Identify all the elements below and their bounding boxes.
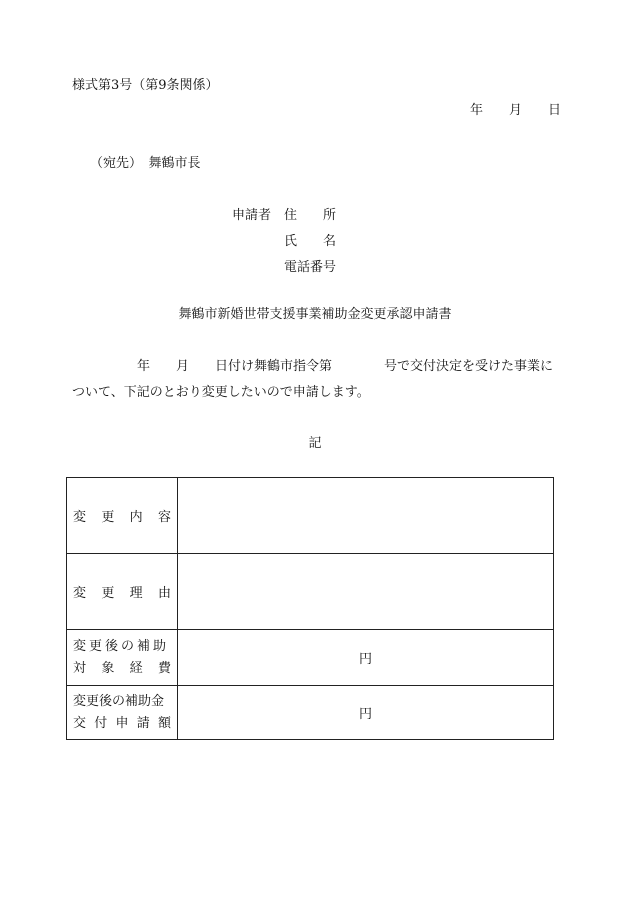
form-number: 様式第3号（第9条関係）: [72, 78, 219, 93]
phone-field-label: 電話番号: [284, 260, 337, 275]
label-char: 申: [115, 715, 129, 731]
label-char: 付: [94, 715, 108, 731]
ki-heading: 記: [308, 436, 322, 451]
label-char: 更: [101, 586, 115, 601]
label-char: 変: [73, 510, 87, 525]
body-text-line-2: ついて、下記のとおり変更したいので申請します。: [72, 385, 370, 400]
document-title: 舞鶴市新婚世帯支援事業補助金変更承認申請書: [178, 307, 452, 322]
applicant-label: 申請者: [232, 208, 272, 223]
change-reason-field[interactable]: [178, 554, 554, 630]
label-char: 対: [73, 660, 87, 676]
label-char: 経: [129, 660, 143, 676]
label-char: 象: [101, 660, 115, 676]
label-line: 変更後の補助金: [73, 693, 165, 709]
body-text-line-1: 年 月 日付け舞鶴市指令第 号で交付決定を受けた事業に: [72, 359, 554, 374]
date-month-label: 月: [509, 103, 523, 118]
date-day-label: 日: [548, 103, 562, 118]
label-char: 由: [157, 586, 171, 601]
name-field-label: 氏 名: [284, 234, 337, 249]
label-char: 請: [136, 715, 150, 731]
change-content-field[interactable]: [178, 478, 554, 554]
table-row: [67, 478, 554, 554]
changed-subsidy-cost-label: [67, 630, 178, 686]
label-char: 変: [73, 586, 87, 601]
changed-subsidy-cost-field[interactable]: 円: [178, 630, 554, 686]
label-char: 内: [129, 510, 143, 525]
label-char: 容: [157, 510, 171, 525]
label-char: 交: [73, 715, 87, 731]
address-field-label: 住 所: [284, 208, 337, 223]
table-row: [67, 686, 554, 740]
change-content-label: [67, 478, 178, 554]
label-char: 更: [101, 510, 115, 525]
table-row: [67, 554, 554, 630]
addressee: （宛先） 舞鶴市長: [90, 156, 201, 171]
table-row: [67, 630, 554, 686]
change-details-table: [66, 477, 554, 740]
label-char: 額: [157, 715, 171, 731]
label-char: 費: [157, 660, 171, 676]
label-line: 変更後の補助: [73, 638, 170, 654]
date-year-label: 年: [470, 103, 484, 118]
change-reason-label: [67, 554, 178, 630]
label-char: 理: [129, 586, 143, 601]
changed-grant-amount-label: [67, 686, 178, 740]
date-line: [470, 99, 561, 118]
changed-grant-amount-field[interactable]: 円: [178, 686, 554, 740]
